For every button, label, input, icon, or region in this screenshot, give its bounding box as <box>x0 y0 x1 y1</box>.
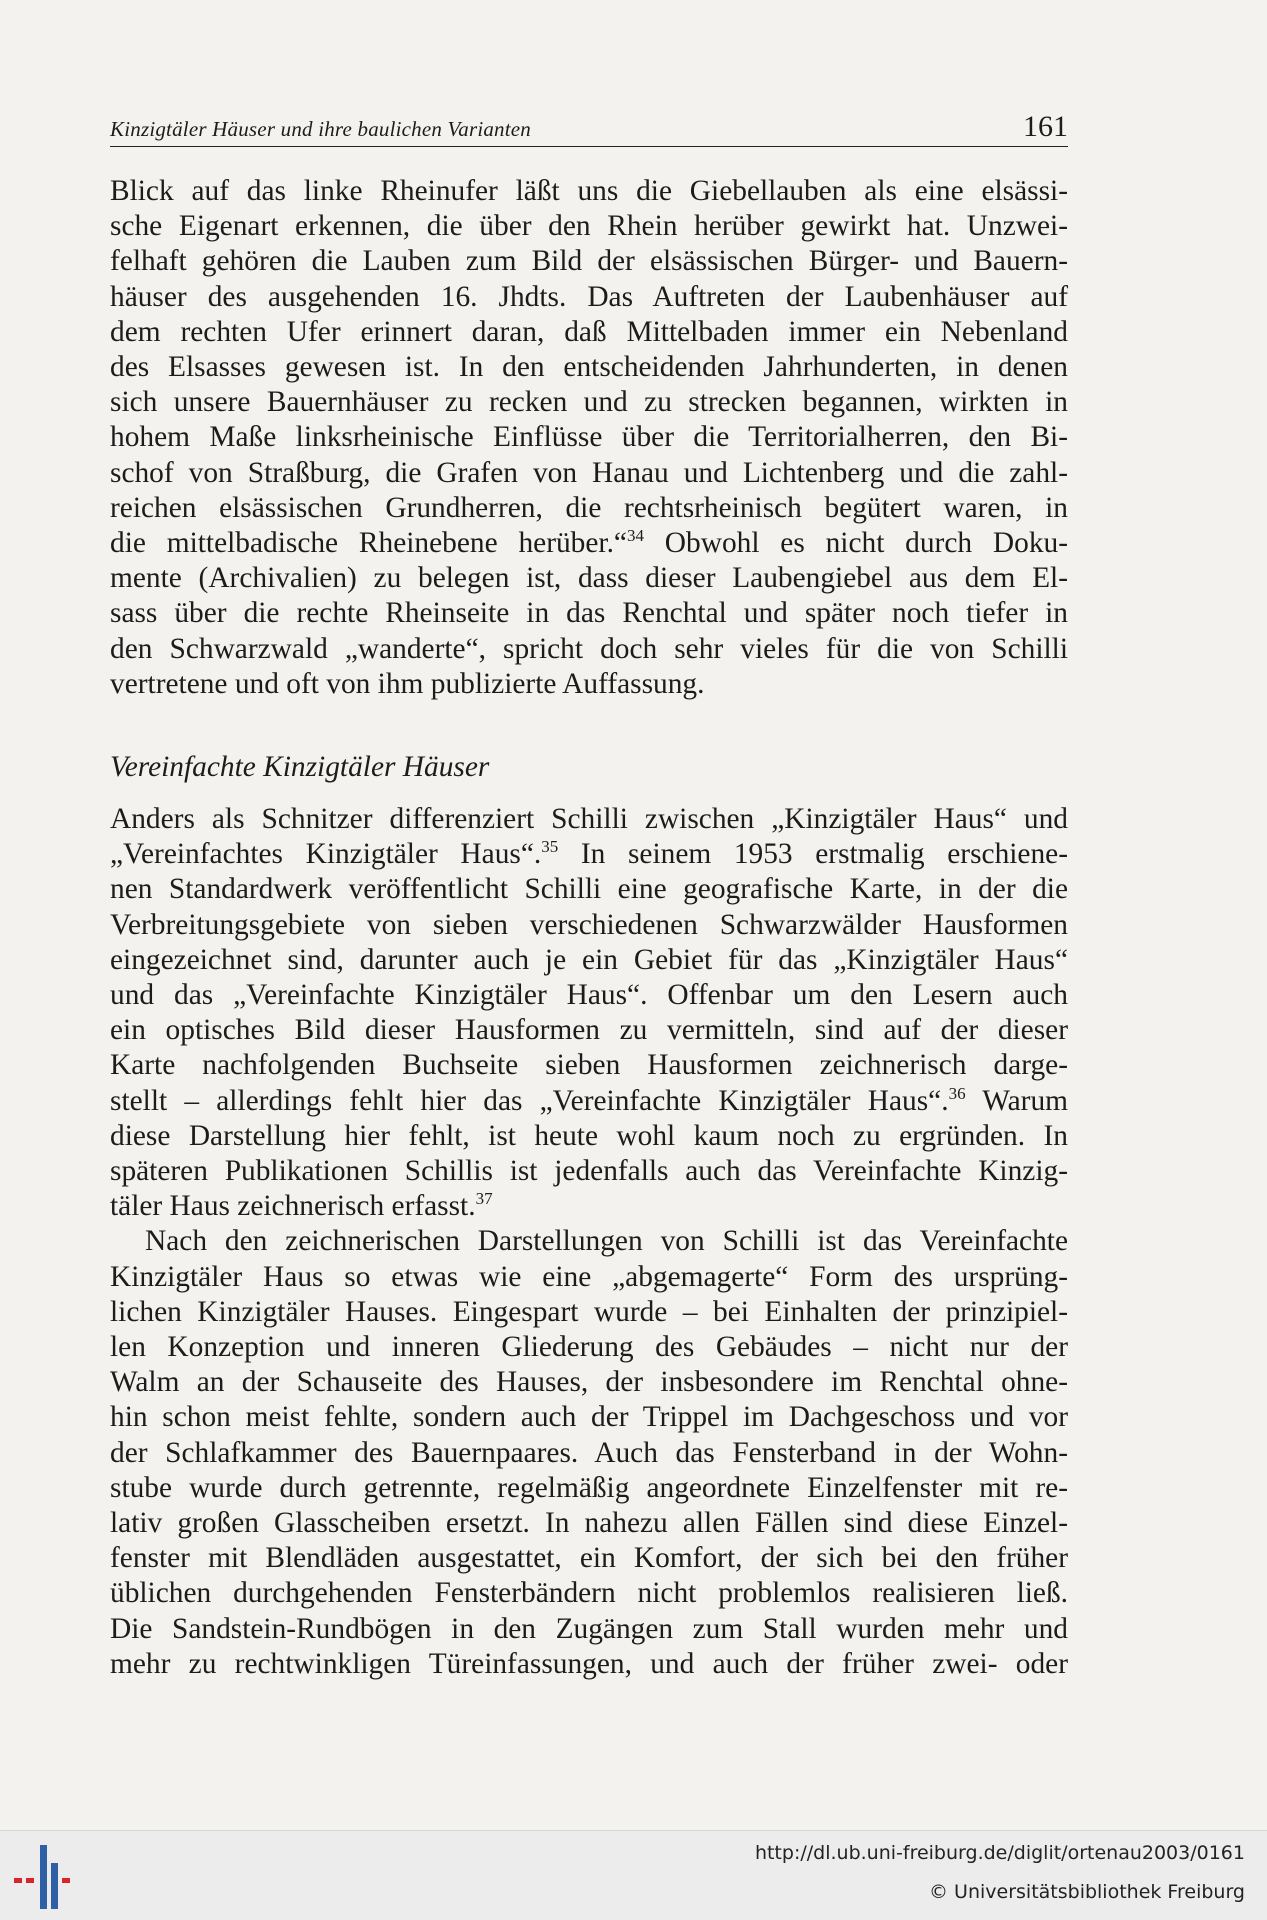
text-line: felhaft gehören die Lauben zum Bild der elsässischen Bürger- und Bauern- <box>110 245 1068 278</box>
text-line: sich unsere Bauernhäuser zu recken und zu strecken begannen, wirkten in <box>110 386 1068 419</box>
library-footer <box>0 1830 1267 1920</box>
text-line <box>110 837 1068 872</box>
footnote-ref-37: 37 <box>475 1189 493 1209</box>
text-line: sass über die rechte Rheinseite in das Renchtal und später noch tiefer in <box>110 597 1068 630</box>
ub-freiburg-logo-icon <box>14 1841 80 1913</box>
running-header <box>110 110 1068 147</box>
text-segment: Obwohl es nicht durch Doku- <box>643 527 1068 560</box>
footnote-ref-36: 36 <box>948 1083 966 1103</box>
text-line: Verbreitungsgebiete von sieben verschiedenen Schwarzwälder Hausformen <box>110 908 1068 941</box>
text-segment: Warum <box>965 1084 1069 1117</box>
text-line: schof von Straßburg, die Grafen von Hanau und Lichtenberg und die zahl- <box>110 456 1068 489</box>
text-line: stube wurde durch getrennte, regelmäßig angeordnete Einzelfenster mit re- <box>110 1471 1068 1504</box>
text-line: Blick auf das linke Rheinufer läßt uns die Giebellauben als eine elsässi- <box>110 175 1068 207</box>
copyright-notice: © Universitätsbibliothek Freiburg <box>929 1881 1245 1903</box>
section-heading: Vereinfachte Kinzigtäler Häuser <box>110 751 490 783</box>
text-line: fenster mit Blendläden ausgestattet, ein Komfort, der sich bei den früher <box>110 1542 1068 1575</box>
running-header-title: Kinzigtäler Häuser und ihre baulichen Varianten <box>110 117 532 141</box>
page-number: 161 <box>1023 110 1068 143</box>
text-line: der Schlafkammer des Bauernpaares. Auch das Fensterband in der Wohn- <box>110 1436 1068 1469</box>
text-line: Anders als Schnitzer differenziert Schilli zwischen „Kinzigtäler Haus“ und <box>110 803 1068 835</box>
permalink-url[interactable]: http://dl.ub.uni-freiburg.de/diglit/ortenau2003/0161 <box>754 1842 1245 1864</box>
text-line: lichen Kinzigtäler Hauses. Eingespart wurde – bei Einhalten der prinzipiel- <box>110 1295 1068 1328</box>
text-line: Nach den zeichnerischen Darstellungen von Schilli ist das Vereinfachte <box>145 1225 1068 1258</box>
text-line: den Schwarzwald „wanderte“, spricht doch sehr vieles für die von Schilli <box>110 632 1068 665</box>
text-line: Die Sandstein-Rundbögen in den Zugängen zum Stall wurden mehr und <box>110 1612 1068 1645</box>
section-body <box>110 802 1068 1682</box>
text-line: len Konzeption und inneren Gliederung des Gebäudes – nicht nur der <box>110 1331 1068 1364</box>
text-line: Karte nachfolgenden Buchseite sieben Hausformen zeichnerisch darge- <box>110 1049 1068 1082</box>
text-line: eingezeichnet sind, darunter auch je ein Gebiet für das „Kinzigtäler Haus“ <box>110 943 1068 976</box>
text-line: mehr zu rechtwinkligen Türeinfassungen, und auch der früher zwei- oder <box>110 1647 1068 1680</box>
text-segment: In seinem 1953 erstmalig erschiene- <box>558 838 1068 871</box>
footnote-ref-34: 34 <box>626 526 644 546</box>
text-line: ein optisches Bild dieser Hausformen zu vermitteln, sind auf der dieser <box>110 1014 1068 1047</box>
text-line <box>110 1084 1068 1119</box>
text-line: lativ großen Glasscheiben ersetzt. In nahezu allen Fällen sind diese Einzel- <box>110 1507 1068 1540</box>
text-line: Walm an der Schauseite des Hauses, der insbesondere im Renchtal ohne- <box>110 1366 1068 1399</box>
footnote-ref-35: 35 <box>541 837 559 857</box>
text-line: mente (Archivalien) zu belegen ist, dass dieser Laubengiebel aus dem El- <box>110 562 1068 595</box>
text-line: reichen elsässischen Grundherren, die rechtsrheinisch begütert waren, in <box>110 491 1068 524</box>
text-line: dem rechten Ufer erinnert daran, daß Mittelbaden immer ein Nebenland <box>110 315 1068 348</box>
text-line: diese Darstellung hier fehlt, ist heute wohl kaum noch zu ergründen. In <box>110 1119 1068 1152</box>
text-line: üblichen durchgehenden Fensterbändern nicht problemlos realisieren ließ. <box>110 1577 1068 1610</box>
text-line: des Elsasses gewesen ist. In den entscheidenden Jahrhunderten, in denen <box>110 351 1068 384</box>
text-segment: die mittelbadische Rheinebene herüber.“ <box>110 527 627 560</box>
text-line <box>110 526 1068 561</box>
text-line: häuser des ausgehenden 16. Jhdts. Das Auftreten der Laubenhäuser auf <box>110 280 1068 313</box>
paragraph-quote-continuation <box>110 174 1068 702</box>
text-line: sche Eigenart erkennen, die über den Rhein herüber gewirkt hat. Unzwei- <box>110 210 1068 243</box>
text-line: hin schon meist fehlte, sondern auch der Trippel im Dachgeschoss und vor <box>110 1401 1068 1434</box>
text-segment: „Vereinfachtes Kinzigtäler Haus“. <box>110 838 542 871</box>
text-line: und das „Vereinfachte Kinzigtäler Haus“. Offenbar um den Lesern auch <box>110 979 1068 1012</box>
text-segment: täler Haus zeichnerisch erfasst. <box>110 1190 476 1223</box>
text-segment: stellt – allerdings fehlt hier das „Vereinfachte Kinzigtäler Haus“. <box>110 1084 949 1117</box>
text-line: Kinzigtäler Haus so etwas wie eine „abgemagerte“ Form des ursprüng- <box>110 1260 1068 1293</box>
text-line: nen Standardwerk veröffentlicht Schilli eine geografische Karte, in der die <box>110 873 1068 906</box>
text-line <box>110 1189 1068 1224</box>
text-line: vertretene und oft von ihm publizierte Auffassung. <box>110 667 705 700</box>
text-line: hohem Maße linksrheinische Einflüsse über die Territorialherren, den Bi- <box>110 421 1068 454</box>
text-line: späteren Publikationen Schillis ist jedenfalls auch das Vereinfachte Kinzig- <box>110 1155 1068 1188</box>
